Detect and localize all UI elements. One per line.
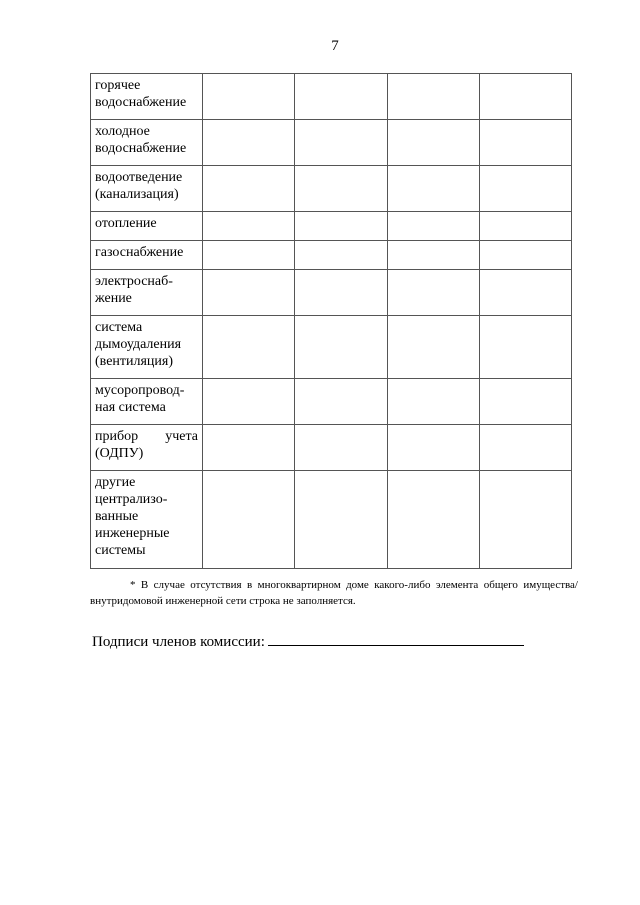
table-cell: [387, 379, 479, 425]
table-cell: [203, 471, 295, 569]
table-row: [91, 270, 572, 316]
page-number: 7: [331, 38, 339, 54]
row-label: прибор учета (ОДПУ): [91, 425, 203, 471]
table-cell: [479, 270, 571, 316]
table-cell: [387, 120, 479, 166]
table-cell: [203, 74, 295, 120]
table-cell: [387, 74, 479, 120]
table-cell: [203, 270, 295, 316]
table-cell: [479, 316, 571, 379]
row-label: горячее водоснабжение: [91, 74, 203, 120]
table-cell: [295, 316, 387, 379]
table-cell: [295, 74, 387, 120]
table-cell: [295, 425, 387, 471]
table-cell: [203, 316, 295, 379]
table-cell: [203, 166, 295, 212]
table-row: [91, 74, 572, 120]
row-label: газоснабжение: [91, 241, 203, 270]
table-cell: [295, 166, 387, 212]
table-row: [91, 120, 572, 166]
signatures: [92, 630, 524, 651]
table-row: [91, 316, 572, 379]
table-cell: [387, 316, 479, 379]
table-cell: [295, 212, 387, 241]
signatures-label: Подписи членов комиссии:: [92, 634, 265, 650]
row-label: другие централизо-ванные инженерные системы: [91, 471, 203, 569]
row-label: отопление: [91, 212, 203, 241]
table-cell: [295, 379, 387, 425]
table-cell: [203, 120, 295, 166]
table-cell: [295, 270, 387, 316]
row-label: водоотведение (канализация): [91, 166, 203, 212]
footnote: [90, 577, 578, 609]
row-label: система дымоудаления (вентиляция): [91, 316, 203, 379]
table-cell: [203, 212, 295, 241]
row-label: холодное водоснабжение: [91, 120, 203, 166]
table-cell: [295, 120, 387, 166]
table-cell: [387, 425, 479, 471]
table-cell: [387, 270, 479, 316]
table-cell: [479, 425, 571, 471]
table-row: [91, 379, 572, 425]
table-cell: [387, 471, 479, 569]
table-row: [91, 166, 572, 212]
footnote-marker: *: [130, 579, 136, 591]
row-label: электроснаб-жение: [91, 270, 203, 316]
table-cell: [479, 120, 571, 166]
table-row: [91, 241, 572, 270]
table-row: [91, 425, 572, 471]
table-cell: [479, 74, 571, 120]
table-cell: [387, 241, 479, 270]
table-cell: [387, 212, 479, 241]
table-cell: [203, 379, 295, 425]
row-label: мусоропровод-ная система: [91, 379, 203, 425]
table-cell: [479, 379, 571, 425]
table-cell: [203, 241, 295, 270]
table-row: [91, 471, 572, 569]
signature-line[interactable]: [268, 630, 524, 646]
table-cell: [387, 166, 479, 212]
table-cell: [479, 471, 571, 569]
table-cell: [479, 166, 571, 212]
inspection-table: [90, 73, 572, 569]
table-cell: [479, 212, 571, 241]
table-cell: [203, 425, 295, 471]
table-cell: [295, 241, 387, 270]
table-row: [91, 212, 572, 241]
footnote-text: В случае отсутствия в многоквартирном доме какого-либо элемента общего имущества/внутридомовой инженерной сети строка не заполняется.: [90, 579, 578, 607]
table-cell: [295, 471, 387, 569]
table-cell: [479, 241, 571, 270]
